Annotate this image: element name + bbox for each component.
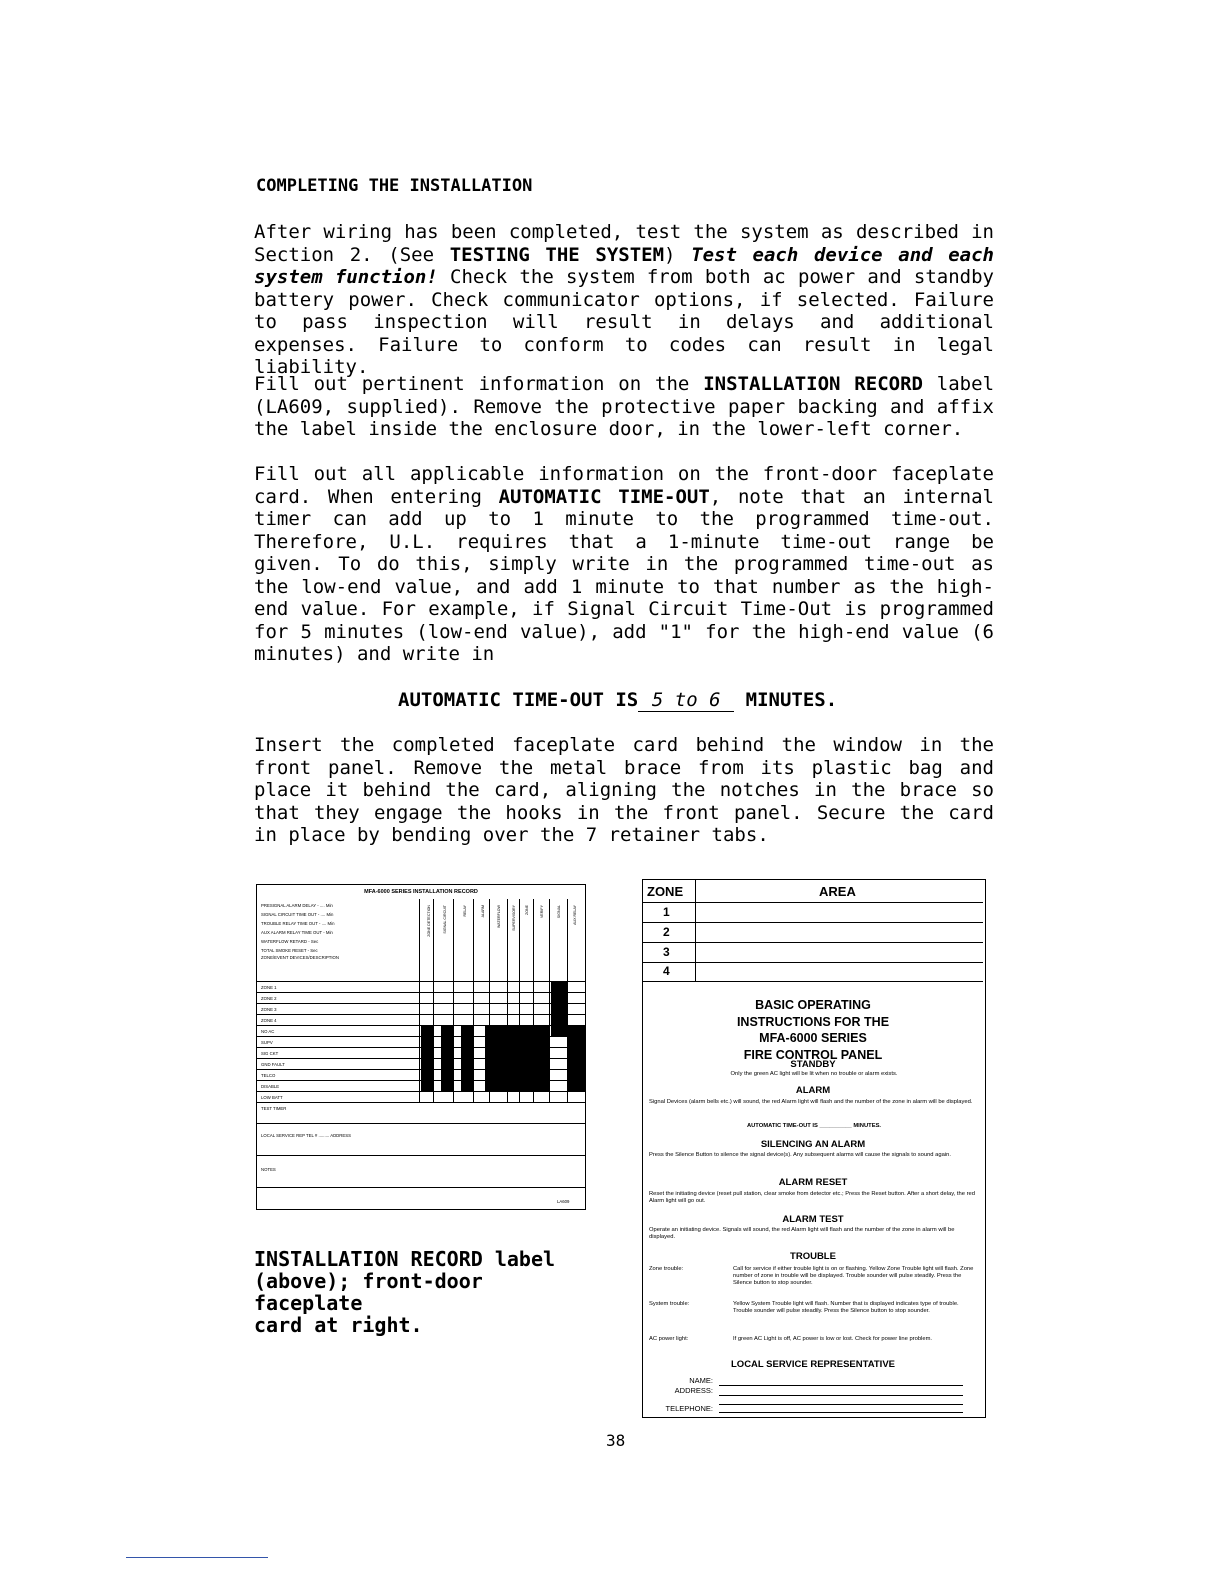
timeout-value: 5 to 6 [638, 689, 734, 712]
record-shaded-cell [461, 1025, 473, 1091]
record-column-label: VERIFY [540, 905, 544, 918]
record-row: ZONE 2 [261, 996, 277, 1001]
record-setting: AUX ALARM RELAY TIME OUT - Min [261, 930, 333, 935]
alarm-test-text: Operate an initiating device. Signals will sound, the red Alarm light will flash and the number of the zone in alarm will be displayed. [649, 1227, 955, 1240]
record-column-label: SIGNAL CIRCUIT [443, 905, 447, 934]
record-service-rep: LOCAL SERVICE REP TEL # ......... ADDRESS [261, 1133, 351, 1138]
figure-caption: INSTALLATION RECORD label (above); front-door faceplate card at right. [254, 1247, 556, 1337]
address-label: ADDRESS: [674, 1386, 713, 1395]
record-column-header: ZONE/EVENT DEVICES/DESCRIPTION [261, 955, 339, 960]
record-column-label: ZONE [525, 905, 529, 915]
record-setting: TROUBLE RELAY TIME OUT - .... Min [261, 921, 335, 926]
timeout-statement: AUTOMATIC TIME-OUT IS 5 to 6 MINUTES. [398, 689, 838, 711]
alarm-reset-text: Reset the initiating device (reset pull station, clear smoke from detector etc.; Press the Reset button. After a short delay, the red Alarm light will go out. [649, 1191, 975, 1204]
silencing-heading: SILENCING AN ALARM [760, 1139, 866, 1150]
record-title: MFA-6000 SERIES INSTALLATION RECORD [364, 889, 478, 895]
record-row: TEST TIMER [261, 1106, 287, 1111]
record-setting: PRESIGNAL ALARM DELAY - .... Min [261, 903, 333, 908]
record-column-label: RELAY [463, 905, 467, 917]
paragraph-insert-card: Insert the completed faceplate card behind the window in the front panel. Remove the metal brace from its plastic bag and place it behind the card, aligning the notches in the brace so that they engage the hooks in the front panel. Secure the card in place by bending over the 7 retainer tabs. [254, 734, 994, 846]
record-row: ZONE 1 [261, 985, 277, 990]
section-heading: COMPLETING THE INSTALLATION [256, 176, 533, 196]
page-number: 38 [606, 1431, 626, 1450]
record-shaded-cell [421, 1025, 433, 1091]
name-label: NAME: [689, 1376, 713, 1385]
faceplate-card: ZONE AREA 1 2 3 4 BASIC OPERATING INSTRUCTIONS FOR THE MFA-6000 SERIES FIRE CONTROL PANEL STANDBY Only the green AC light will be lit when no trouble or alarm exists. ALARM Signal Devices (alarm bells etc.) will sound, the red Alarm light will flash and the number of the zone in alarm will be displayed. AUTOMATIC TIME-OUT IS __________ MINUTES. SILENCING AN ALARM Press the Silence Button to silence the signal device(s). Any subsequent alarms will cause the signals to sound again. ALARM RESET Reset the initiating device (reset pull station, clear smoke from detector etc.; Press the Reset button. After a short delay, the red Alarm light will go out. ALARM TEST Operate an initiating device. Signals will sound, the red Alarm light will flash and the number of the zone in alarm will be displayed. TROUBLE Zone trouble: Call for service if either trouble light is on or flashing. Yellow Zone Trouble light will flash. Zone number of zone in trouble will be displayed. Trouble sounder will pulse steadily. Press the Silence button to stop sounder. System trouble: Yellow System Trouble light will flash. Number that is displayed indicates type of trouble. Trouble sounder will pulse steadily. Press the Silence button to stop sounder. AC power light: If green AC Light is off, AC power is low or lost. Check for power line problem. LOCAL SERVICE REPRESENTATIVE NAME: ADDRESS: TELEPHONE: [642, 879, 986, 1418]
paragraph-installation-record: Fill out pertinent information on the INSTALLATION RECORD label (LA609, supplied). Remove the protective paper backing and affix the label inside the enclosure door, in the lower-left corner. [254, 373, 995, 440]
silencing-text: Press the Silence Button to silence the signal device(s). Any subsequent alarms will cause the signals to sound again. [649, 1152, 951, 1158]
record-shaded-cell [567, 1025, 585, 1091]
alarm-text: Signal Devices (alarm bells etc.) will sound, the red Alarm light will flash and the number of the zone in alarm will be displayed. [649, 1099, 973, 1105]
paragraph-faceplate: Fill out all applicable information on the front-door faceplate card. When entering AUTOMATIC TIME-OUT, note that an internal timer can add up to 1 minute to the programmed time-out. Therefore, U.L. requires that a 1-minute time-out range be given. To do this, simply write in the programmed time-out as the low-end value, and add 1 minute to that number as the high-end value. For example, if Signal Circuit Time-Out is programmed for 5 minutes (low-end value), add "1" for the high-end value (6 minutes) and write in [254, 463, 994, 665]
record-row: ZONE 3 [261, 1007, 277, 1012]
footer-rule [126, 1557, 268, 1558]
record-row: LOW BATT [261, 1095, 283, 1100]
standby-heading: STANDBY [790, 1059, 836, 1070]
record-row: GND FAULT [261, 1062, 285, 1067]
area-header: AREA [819, 884, 856, 899]
record-row: SUPV [261, 1040, 273, 1045]
paragraph-testing: After wiring has been completed, test the system as described in Section 2. (See TESTING THE SYSTEM) Test each device and each system function! Check the system from both ac power and standby battery power. Check communicator options, if selected. Failure to pass inspection will result in delays and additional expenses. Failure to conform to codes can result in legal liability. [254, 221, 994, 378]
installation-record-label [256, 884, 586, 1210]
zone-row: 3 [643, 943, 983, 963]
record-shaded-cell [485, 1025, 549, 1091]
record-column-label: ALARM [481, 905, 485, 918]
alarm-test-heading: ALARM TEST [782, 1214, 844, 1225]
zone-row: 2 [643, 923, 983, 943]
record-shaded-cell [441, 1025, 453, 1091]
record-row: DISABLE [261, 1084, 280, 1089]
record-notes: NOTES [261, 1167, 276, 1172]
card-timeout-text: AUTOMATIC TIME-OUT IS __________ MINUTES. [746, 1123, 882, 1129]
card-title: BASIC OPERATING INSTRUCTIONS FOR THE MFA-6000 SERIES FIRE CONTROL PANEL [736, 998, 890, 1062]
record-row: NO AC [261, 1029, 275, 1034]
record-column-label: SUPERVISORY [512, 905, 516, 931]
record-part-number: LA609 [557, 1199, 570, 1204]
record-row: SIG CKT [261, 1051, 279, 1056]
zone-row: 4 [663, 964, 670, 978]
telephone-label: TELEPHONE: [665, 1404, 713, 1413]
trouble-heading: TROUBLE [790, 1251, 836, 1262]
record-row: TELCO [261, 1073, 276, 1078]
zone-row: 1 [643, 903, 983, 923]
alarm-heading: ALARM [795, 1085, 831, 1096]
zone-header: ZONE [647, 884, 684, 899]
record-column-label: WATERFLOW [497, 905, 501, 928]
record-shaded-cell [551, 981, 567, 1036]
service-rep-heading: LOCAL SERVICE REPRESENTATIVE [731, 1359, 895, 1370]
record-column-label: AUX RELAY [573, 905, 577, 925]
standby-text: Only the green AC light will be lit when no trouble or alarm exists. [730, 1071, 898, 1077]
alarm-reset-heading: ALARM RESET [778, 1177, 848, 1188]
record-setting: TOTAL SMOKE RESET - Sec [261, 948, 318, 953]
record-setting: WATERFLOW RETARD - Sec [261, 939, 319, 944]
record-setting: SIGNAL CIRCUIT TIME OUT - .... Min [261, 912, 334, 917]
record-row: ZONE 4 [261, 1018, 277, 1023]
record-column-label: ZONE DETECTION [427, 905, 431, 937]
record-column-label: SIGNAL [557, 905, 561, 919]
